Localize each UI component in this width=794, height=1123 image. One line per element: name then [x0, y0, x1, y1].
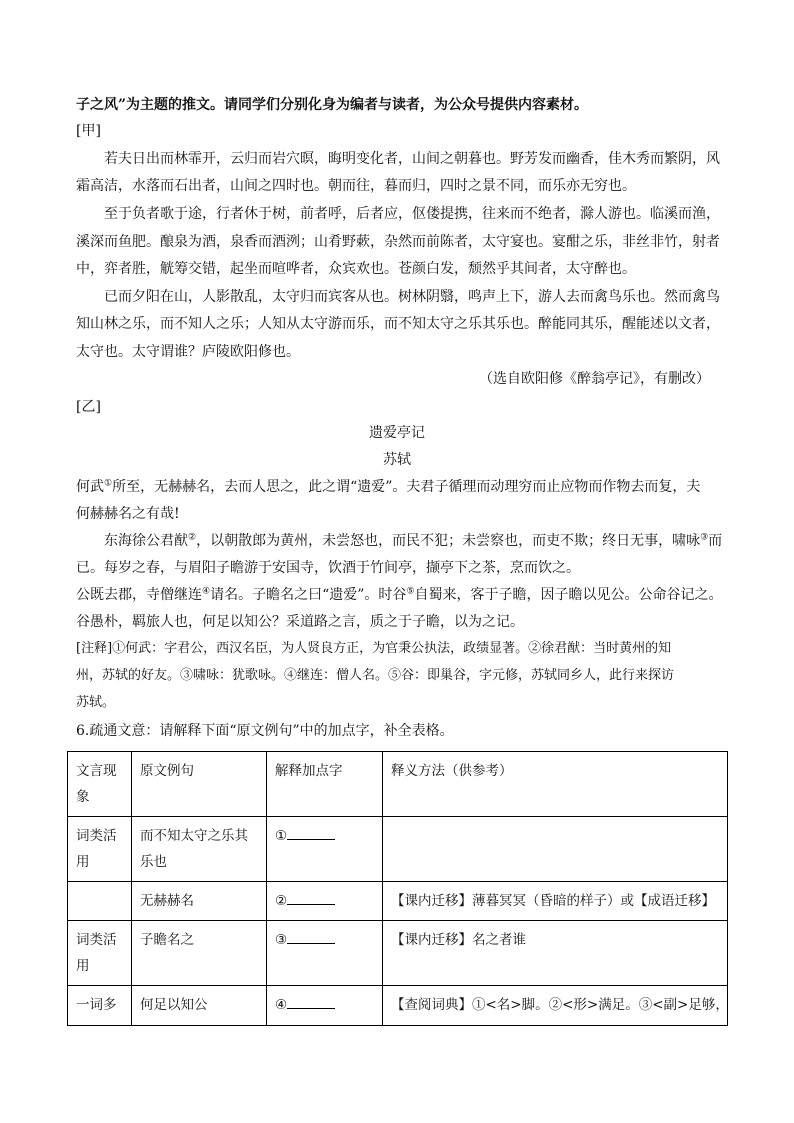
jia-line-4: 溪深而鱼肥。酿泉为酒，泉香而酒洌；山肴野蔌，杂然而前陈者，太守宴也。宴酣之乐，非丝非竹，射者: [76, 234, 720, 250]
table-row: [68, 882, 728, 921]
answer-blank-4[interactable]: [287, 994, 335, 1009]
cell-example: 而不知太守之乐其乐也: [132, 817, 267, 882]
note-ref-4: ④: [202, 586, 211, 597]
header-phenomenon: 文言现象: [68, 752, 132, 817]
cell-example: 无赫赫名: [132, 882, 267, 921]
header-method: 释义方法（供参考）: [383, 752, 728, 817]
answer-blank-1[interactable]: [287, 825, 335, 840]
note-ref-3: ③: [700, 532, 709, 543]
yi-para1-line1: [76, 476, 726, 498]
cell-method: 【课内迁移】名之者谁: [383, 921, 728, 986]
notes-line-1: [注释]①何武：字君公，西汉名臣，为人贤良方正，为官秉公执法，政绩显著。②徐君猷：当时黄州的知: [76, 641, 672, 656]
table-header-row: [68, 752, 728, 817]
jia-line-8: 太守也。太守谓谁？庐陵欧阳修也。: [76, 344, 300, 360]
cell-phenomenon: 词类活用: [68, 817, 132, 882]
table-row: [68, 817, 728, 882]
yi-para1-line2: 何赫赫名之有哉!: [76, 506, 180, 522]
yi-p2-text-b: ，以朝散郎为黄州，未尝怒也，而民不犯；未尝察也，而吏不欺；终日无事，啸咏: [196, 533, 701, 549]
cell-answer[interactable]: ②: [267, 882, 383, 921]
jia-line-6: 已而夕阳在山，人影散乱，太守归而宾客从也。树林阴翳，鸣声上下，游人去而禽鸟乐也。然而禽鸟: [104, 289, 720, 305]
yi-p1-text-b: 所至，无赫赫名，去而人思之，此之谓“遗爱”。夫君子循理而动理穷而止应物而作物去而复，夫: [112, 479, 701, 495]
cell-phenomenon: 词类活用: [68, 921, 132, 986]
yi-p3-text-a: 公既去郡，寺僧继连: [76, 587, 202, 603]
header-example: 原文例句: [132, 752, 267, 817]
cell-phenomenon: [68, 882, 132, 921]
yi-p3-text-b: 请名。子瞻名之曰“遗爱”。时谷: [210, 587, 407, 603]
yi-title: 遗爱亭记: [369, 425, 425, 441]
answer-blank-3[interactable]: [287, 929, 335, 944]
header-explanation: 解释加点字: [267, 752, 383, 817]
intro-text: 子之风”为主题的推文。请同学们分别化身为编者与读者，为公众号提供内容素材。: [76, 97, 589, 113]
yi-para3-line2: 谷愚朴，羁旅人也，何足以知公？采道路之言，质之于子瞻，以为之记。: [76, 614, 524, 630]
cell-method: 【课内迁移】薄暮冥冥（昏暗的样子）或【成语迁移】: [383, 882, 728, 921]
yi-para2-line2: 已。每岁之春，与眉阳子瞻游于安国寺，饮酒于竹间亭，撷亭下之茶，烹而饮之。: [76, 560, 580, 576]
cell-example: 子瞻名之: [132, 921, 267, 986]
question-6: 6.疏通文意：请解释下面“原文例句”中的加点字，补全表格。: [76, 723, 454, 739]
notes-line-2: 州，苏轼的好友。③啸咏：犹歌咏。④继连：僧人名。⑤谷：即巢谷，字元修，苏轼同乡人，此行来探访: [76, 668, 675, 683]
yi-para3-line1: [76, 584, 726, 606]
table-row: [68, 921, 728, 986]
notes-line-3: 苏轼。: [76, 695, 116, 710]
cell-phenomenon: 一词多: [68, 986, 132, 1026]
jia-source: （选自欧阳修《醉翁亭记》，有删改）: [479, 371, 710, 387]
yi-p2-text-a: 东海徐公君猷: [104, 533, 188, 549]
table-row: [68, 986, 728, 1026]
cell-answer[interactable]: ③: [267, 921, 383, 986]
cell-method: 【查阅词典】①<名>脚。②<形>满足。③<副>足够，: [383, 986, 728, 1026]
answer-table: [67, 751, 728, 1026]
cell-example: 何足以知公: [132, 986, 267, 1026]
yi-author: 苏轼: [383, 452, 411, 468]
note-ref-5: ⑤: [406, 586, 415, 597]
answer-blank-2[interactable]: [287, 890, 335, 905]
jia-line-2: 霜高洁，水落而石出者，山间之四时也。朝而往，暮而归，四时之景不同，而乐亦无穷也。: [76, 178, 636, 194]
cell-answer[interactable]: ④: [267, 986, 383, 1026]
jia-line-3: 至于负者歌于途，行者休于树，前者呼，后者应，伛偻提携，往来而不绝者，滁人游也。临溪而渔，: [104, 206, 720, 222]
jia-line-5: 中，弈者胜，觥筹交错，起坐而喧哗者，众宾欢也。苍颜白发，颓然乎其间者，太守醉也。: [76, 261, 636, 277]
section-label-jia: [甲]: [76, 123, 101, 139]
note-ref-1: ①: [104, 478, 113, 489]
section-label-yi: [乙]: [76, 399, 101, 415]
note-ref-2: ②: [188, 532, 197, 543]
cell-answer[interactable]: ①: [267, 817, 383, 882]
cell-method: [383, 817, 728, 882]
yi-p1-text-a: 何武: [76, 479, 104, 495]
yi-p3-text-c: 自蜀来，客于子瞻，因子瞻以见公。公命谷记之。: [414, 587, 723, 603]
jia-line-1: 若夫日出而林霏开，云归而岩穴暝，晦明变化者，山间之朝暮也。野芳发而幽香，佳木秀而繁阴，风: [104, 151, 720, 167]
jia-line-7: 知山林之乐，而不知人之乐；人知从太守游而乐，而不知太守之乐其乐也。醉能同其乐，醒能述以文者，: [76, 316, 720, 332]
yi-para2-line1: [104, 530, 754, 552]
yi-p2-text-c: 而: [708, 533, 723, 549]
